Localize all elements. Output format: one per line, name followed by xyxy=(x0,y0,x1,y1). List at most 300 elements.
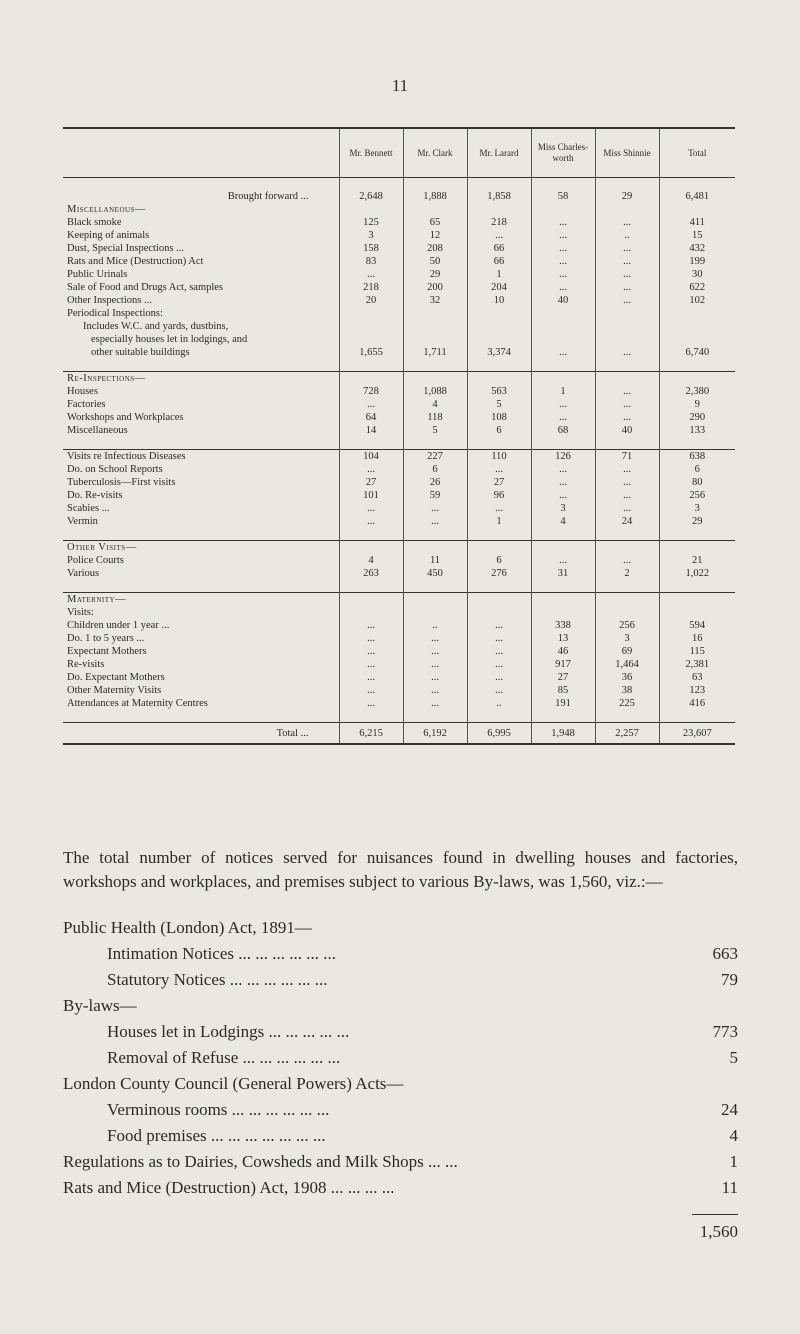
other-visit-row xyxy=(63,554,735,567)
cell-value xyxy=(659,606,735,619)
cell-value: ... xyxy=(339,515,403,528)
cell-value xyxy=(403,320,467,333)
maternity-row xyxy=(63,697,735,710)
cell-value: 563 xyxy=(467,385,531,398)
cell-value xyxy=(403,528,467,541)
cell-value: 115 xyxy=(659,645,735,658)
maternity-visits-label-row xyxy=(63,606,735,619)
cell-value: 6,215 xyxy=(339,723,403,745)
cell-value xyxy=(595,359,659,372)
cell-value: 728 xyxy=(339,385,403,398)
spacer-row xyxy=(63,710,735,723)
reinspection-row xyxy=(63,411,735,424)
cell-value xyxy=(339,710,403,723)
cell-value xyxy=(595,372,659,386)
cell-value: 199 xyxy=(659,255,735,268)
row-label: Sale of Food and Drugs Act, samples xyxy=(67,282,224,293)
cell-value: 31 xyxy=(531,567,595,580)
visit-row xyxy=(63,463,735,476)
cell-value xyxy=(531,541,595,555)
misc-row xyxy=(63,242,735,255)
row-label: Do. Expectant Mothers xyxy=(67,672,165,683)
row-label xyxy=(63,437,339,450)
cell-value: ... xyxy=(531,255,595,268)
refuse-value: 5 xyxy=(729,1048,738,1067)
dairies-value: 1 xyxy=(729,1152,738,1171)
cell-value: ... xyxy=(467,502,531,515)
cell-value xyxy=(339,320,403,333)
cell-value xyxy=(659,372,735,386)
cell-value xyxy=(467,528,531,541)
header-bennett: Mr. Bennett xyxy=(339,128,403,178)
cell-value: 4 xyxy=(403,398,467,411)
cell-value: ... xyxy=(467,658,531,671)
cell-value xyxy=(467,359,531,372)
row-label: Other Visits— xyxy=(63,541,339,555)
cell-value: 38 xyxy=(595,684,659,697)
cell-value xyxy=(467,320,531,333)
cell-value: 71 xyxy=(595,450,659,464)
cell-value xyxy=(403,437,467,450)
sum-rule xyxy=(692,1214,738,1215)
cell-value: 2,381 xyxy=(659,658,735,671)
cell-value: 6 xyxy=(403,463,467,476)
row-label: Visits re Infectious Diseases xyxy=(63,450,339,464)
visit-row xyxy=(63,450,735,464)
cell-value: 29 xyxy=(595,190,659,203)
cell-value: 204 xyxy=(467,281,531,294)
cell-value: ... xyxy=(403,658,467,671)
cell-value: 46 xyxy=(531,645,595,658)
row-label: Tuberculosis—First visits xyxy=(67,477,176,488)
bylaws-heading: By-laws— xyxy=(63,996,137,1015)
row-label xyxy=(63,178,339,191)
cell-value xyxy=(403,203,467,216)
other-visits-heading-row xyxy=(63,541,735,555)
cell-value: 1 xyxy=(467,515,531,528)
cell-value: ... xyxy=(467,463,531,476)
cell-value: .. xyxy=(467,697,531,710)
cell-value xyxy=(659,593,735,607)
cell-value: 14 xyxy=(339,424,403,437)
cell-value: 3 xyxy=(531,502,595,515)
cell-value: 27 xyxy=(531,671,595,684)
cell-value: 16 xyxy=(659,632,735,645)
statutory-notices-value: 79 xyxy=(721,970,738,989)
cell-value: ... xyxy=(595,502,659,515)
row-label: Workshops and Workplaces xyxy=(67,412,184,423)
cell-value: ... xyxy=(595,346,659,359)
cell-value: ... xyxy=(531,411,595,424)
cell-value: 411 xyxy=(659,216,735,229)
cell-value: ... xyxy=(403,515,467,528)
row-label: Various xyxy=(67,568,100,579)
cell-value xyxy=(467,710,531,723)
cell-value xyxy=(467,593,531,607)
row-label: Miscellaneous— xyxy=(67,204,146,215)
row-label: Includes W.C. and yards, dustbins, xyxy=(83,321,229,332)
row-label: especially houses let in lodgings, and xyxy=(91,334,248,345)
cell-value: ... xyxy=(531,554,595,567)
cell-value: 110 xyxy=(467,450,531,464)
cell-value: 1,088 xyxy=(403,385,467,398)
cell-value: ... xyxy=(531,398,595,411)
header-larard: Mr. Larard xyxy=(467,128,531,178)
reinspection-row xyxy=(63,385,735,398)
cell-value xyxy=(467,203,531,216)
cell-value: ... xyxy=(467,619,531,632)
row-label: Vermin xyxy=(67,516,98,527)
cell-value: ... xyxy=(467,632,531,645)
cell-value: 59 xyxy=(403,489,467,502)
cell-value: 23,607 xyxy=(659,723,735,745)
maternity-heading-row xyxy=(63,593,735,607)
spacer-row xyxy=(63,580,735,593)
cell-value: 6,740 xyxy=(659,346,735,359)
cell-value: 6,192 xyxy=(403,723,467,745)
cell-value xyxy=(659,710,735,723)
cell-value xyxy=(531,606,595,619)
cell-value: 102 xyxy=(659,294,735,307)
visit-row xyxy=(63,476,735,489)
cell-value: 50 xyxy=(403,255,467,268)
header-shinnie: Miss Shinnie xyxy=(595,128,659,178)
cell-value xyxy=(339,580,403,593)
cell-value: 4 xyxy=(339,554,403,567)
row-label: Total ... xyxy=(63,723,339,745)
cell-value: ... xyxy=(595,216,659,229)
food-premises-row: Food premises ... ... ... ... ... ... ... 4 xyxy=(107,1124,738,1148)
cell-value: ... xyxy=(403,502,467,515)
cell-value: 40 xyxy=(595,424,659,437)
cell-value: 64 xyxy=(339,411,403,424)
cell-value xyxy=(659,320,735,333)
rats-mice-value: 11 xyxy=(721,1178,738,1197)
cell-value: 96 xyxy=(467,489,531,502)
cell-value: 108 xyxy=(467,411,531,424)
cell-value: 338 xyxy=(531,619,595,632)
cell-value xyxy=(339,606,403,619)
maternity-row xyxy=(63,645,735,658)
cell-value: 66 xyxy=(467,255,531,268)
header-charlesworth: Miss Charles-worth xyxy=(531,128,595,178)
cell-value: 263 xyxy=(339,567,403,580)
cell-value: 594 xyxy=(659,619,735,632)
cell-value xyxy=(659,437,735,450)
row-label: Houses xyxy=(67,386,98,397)
cell-value: .. xyxy=(403,619,467,632)
cell-value xyxy=(531,372,595,386)
cell-value xyxy=(659,203,735,216)
cell-value: ... xyxy=(595,398,659,411)
spacer-row xyxy=(63,528,735,541)
cell-value: 10 xyxy=(467,294,531,307)
cell-value: 432 xyxy=(659,242,735,255)
reinspections-heading-row xyxy=(63,372,735,386)
table-body xyxy=(63,178,735,745)
cell-value: 1,858 xyxy=(467,190,531,203)
reinspection-row xyxy=(63,398,735,411)
cell-value xyxy=(403,333,467,346)
cell-value: 40 xyxy=(531,294,595,307)
row-label: Periodical Inspections: xyxy=(67,308,163,319)
cell-value xyxy=(531,580,595,593)
misc-row xyxy=(63,229,735,242)
cell-value: ... xyxy=(595,489,659,502)
row-label: Expectant Mothers xyxy=(67,646,147,657)
row-label: Police Courts xyxy=(67,555,124,566)
cell-value: 118 xyxy=(403,411,467,424)
cell-value xyxy=(339,372,403,386)
cell-value xyxy=(467,178,531,191)
page-number: 11 xyxy=(391,76,409,95)
row-label: Black smoke xyxy=(67,217,122,228)
cell-value: ... xyxy=(339,684,403,697)
cell-value: ... xyxy=(403,632,467,645)
cell-value: ... xyxy=(595,281,659,294)
cell-value: 2,257 xyxy=(595,723,659,745)
cell-value: 1 xyxy=(531,385,595,398)
cell-value xyxy=(403,541,467,555)
cell-value: ... xyxy=(403,671,467,684)
cell-value xyxy=(595,320,659,333)
cell-value: 27 xyxy=(467,476,531,489)
cell-value: 450 xyxy=(403,567,467,580)
maternity-row xyxy=(63,671,735,684)
visit-row xyxy=(63,515,735,528)
row-label: Re-visits xyxy=(67,659,105,670)
cell-value: ... xyxy=(403,684,467,697)
periodical-line-row xyxy=(63,320,735,333)
cell-value: ... xyxy=(339,619,403,632)
cell-value: 104 xyxy=(339,450,403,464)
visit-row xyxy=(63,489,735,502)
cell-value xyxy=(403,372,467,386)
cell-value xyxy=(659,580,735,593)
cell-value xyxy=(339,307,403,320)
cell-value: ... xyxy=(467,684,531,697)
cell-value: 1,711 xyxy=(403,346,467,359)
spacer-row xyxy=(63,178,735,191)
cell-value xyxy=(467,437,531,450)
row-label: Do. on School Reports xyxy=(67,464,163,475)
cell-value: 218 xyxy=(467,216,531,229)
misc-heading-row xyxy=(63,203,735,216)
row-label: Keeping of animals xyxy=(67,230,150,241)
visit-row xyxy=(63,502,735,515)
cell-value: 227 xyxy=(403,450,467,464)
reinspection-row xyxy=(63,424,735,437)
cell-value xyxy=(467,372,531,386)
cell-value: ... xyxy=(531,229,595,242)
cell-value: 638 xyxy=(659,450,735,464)
cell-value: ... xyxy=(339,697,403,710)
refuse-row: Removal of Refuse ... ... ... ... ... ... 5 xyxy=(107,1046,738,1070)
cell-value: 622 xyxy=(659,281,735,294)
cell-value: ... xyxy=(531,281,595,294)
cell-value: 1,948 xyxy=(531,723,595,745)
cell-value: 158 xyxy=(339,242,403,255)
cell-value: ... xyxy=(339,658,403,671)
misc-row xyxy=(63,281,735,294)
cell-value: 11 xyxy=(403,554,467,567)
cell-value xyxy=(467,541,531,555)
cell-value: ... xyxy=(339,671,403,684)
lcc-heading: London County Council (General Powers) Acts— xyxy=(63,1074,404,1093)
cell-value: 68 xyxy=(531,424,595,437)
periodical-row xyxy=(63,346,735,359)
intimation-notices-row: Intimation Notices ... ... ... ... ... ... 663 xyxy=(107,942,738,966)
misc-row xyxy=(63,255,735,268)
cell-value: 101 xyxy=(339,489,403,502)
cell-value xyxy=(659,541,735,555)
cell-value: 256 xyxy=(659,489,735,502)
brought-forward-row xyxy=(63,190,735,203)
cell-value xyxy=(531,333,595,346)
row-label: Scabies ... xyxy=(67,503,110,514)
cell-value: 27 xyxy=(339,476,403,489)
cell-value: 1 xyxy=(467,268,531,281)
row-label: Maternity— xyxy=(63,593,339,607)
cell-value xyxy=(531,203,595,216)
row-label: Dust, Special Inspections ... xyxy=(67,243,184,254)
grand-total-row xyxy=(63,723,735,745)
cell-value: 290 xyxy=(659,411,735,424)
cell-value xyxy=(467,580,531,593)
cell-value: 191 xyxy=(531,697,595,710)
cell-value: 208 xyxy=(403,242,467,255)
row-label xyxy=(63,528,339,541)
cell-value: 2 xyxy=(595,567,659,580)
notices-paragraph: The total number of notices served for nuisances found in dwelling houses and factories, workshops and workplaces, and premises subject to various By-laws, was 1,560, viz.:— xyxy=(63,848,738,891)
cell-value: ... xyxy=(595,476,659,489)
cell-value xyxy=(403,359,467,372)
cell-value: ... xyxy=(595,385,659,398)
cell-value: .. xyxy=(595,229,659,242)
intimation-notices-value: 663 xyxy=(712,944,738,963)
cell-value xyxy=(531,320,595,333)
cell-value: ... xyxy=(467,671,531,684)
row-label: other suitable buildings xyxy=(91,347,190,358)
row-label: Do. 1 to 5 years ... xyxy=(67,633,145,644)
cell-value: ... xyxy=(339,268,403,281)
cell-value: ... xyxy=(531,346,595,359)
cell-value: 200 xyxy=(403,281,467,294)
row-label xyxy=(63,710,339,723)
cell-value xyxy=(595,593,659,607)
cell-value xyxy=(659,307,735,320)
periodical-line-row xyxy=(63,333,735,346)
cell-value: ... xyxy=(531,216,595,229)
cell-value: ... xyxy=(595,255,659,268)
cell-value xyxy=(659,359,735,372)
cell-value: 12 xyxy=(403,229,467,242)
cell-value xyxy=(403,580,467,593)
maternity-row xyxy=(63,632,735,645)
cell-value: ... xyxy=(467,229,531,242)
cell-value xyxy=(531,437,595,450)
public-health-heading: Public Health (London) Act, 1891— xyxy=(63,918,312,937)
cell-value: 69 xyxy=(595,645,659,658)
cell-value xyxy=(467,606,531,619)
cell-value xyxy=(339,541,403,555)
cell-value: 80 xyxy=(659,476,735,489)
cell-value: ... xyxy=(595,411,659,424)
cell-value: 1,655 xyxy=(339,346,403,359)
cell-value: ... xyxy=(595,554,659,567)
cell-value xyxy=(595,710,659,723)
cell-value: 6 xyxy=(467,424,531,437)
spacer-row xyxy=(63,437,735,450)
cell-value: ... xyxy=(339,632,403,645)
cell-value xyxy=(339,333,403,346)
cell-value: 6 xyxy=(659,463,735,476)
cell-value: ... xyxy=(531,476,595,489)
cell-value xyxy=(403,593,467,607)
cell-value: 1,022 xyxy=(659,567,735,580)
row-label: Attendances at Maternity Centres xyxy=(67,698,208,709)
cell-value: 15 xyxy=(659,229,735,242)
row-label: Public Urinals xyxy=(67,269,128,280)
cell-value: 66 xyxy=(467,242,531,255)
row-label: Re-Inspections— xyxy=(63,372,339,386)
cell-value xyxy=(403,307,467,320)
spacer-row xyxy=(63,359,735,372)
cell-value: 58 xyxy=(531,190,595,203)
cell-value: ... xyxy=(531,463,595,476)
cell-value xyxy=(467,333,531,346)
cell-value xyxy=(659,528,735,541)
lodgings-row: Houses let in Lodgings ... ... ... ... ... 773 xyxy=(107,1020,738,1044)
cell-value: 225 xyxy=(595,697,659,710)
cell-value: 276 xyxy=(467,567,531,580)
cell-value: 3,374 xyxy=(467,346,531,359)
table-header-row xyxy=(63,128,735,178)
cell-value: 123 xyxy=(659,684,735,697)
cell-value xyxy=(339,178,403,191)
cell-value xyxy=(595,437,659,450)
cell-value: 3 xyxy=(659,502,735,515)
maternity-row xyxy=(63,684,735,697)
row-label: Rats and Mice (Destruction) Act xyxy=(67,256,204,267)
notices-total-row xyxy=(63,1220,738,1244)
cell-value xyxy=(595,541,659,555)
cell-value: 85 xyxy=(531,684,595,697)
cell-value xyxy=(531,307,595,320)
cell-value: 29 xyxy=(659,515,735,528)
cell-value: 9 xyxy=(659,398,735,411)
cell-value xyxy=(595,203,659,216)
row-label xyxy=(63,580,339,593)
cell-value xyxy=(339,593,403,607)
verminous-rooms-value: 24 xyxy=(721,1100,738,1119)
cell-value xyxy=(595,307,659,320)
periodical-heading-row xyxy=(63,307,735,320)
maternity-row xyxy=(63,658,735,671)
cell-value: 256 xyxy=(595,619,659,632)
cell-value: 21 xyxy=(659,554,735,567)
cell-value xyxy=(403,710,467,723)
cell-value xyxy=(403,606,467,619)
cell-value: 6 xyxy=(467,554,531,567)
cell-value: 5 xyxy=(403,424,467,437)
cell-value: 6,481 xyxy=(659,190,735,203)
cell-value: ... xyxy=(339,502,403,515)
cell-value xyxy=(531,710,595,723)
row-label: Other Maternity Visits xyxy=(67,685,162,696)
cell-value: 416 xyxy=(659,697,735,710)
cell-value xyxy=(467,307,531,320)
